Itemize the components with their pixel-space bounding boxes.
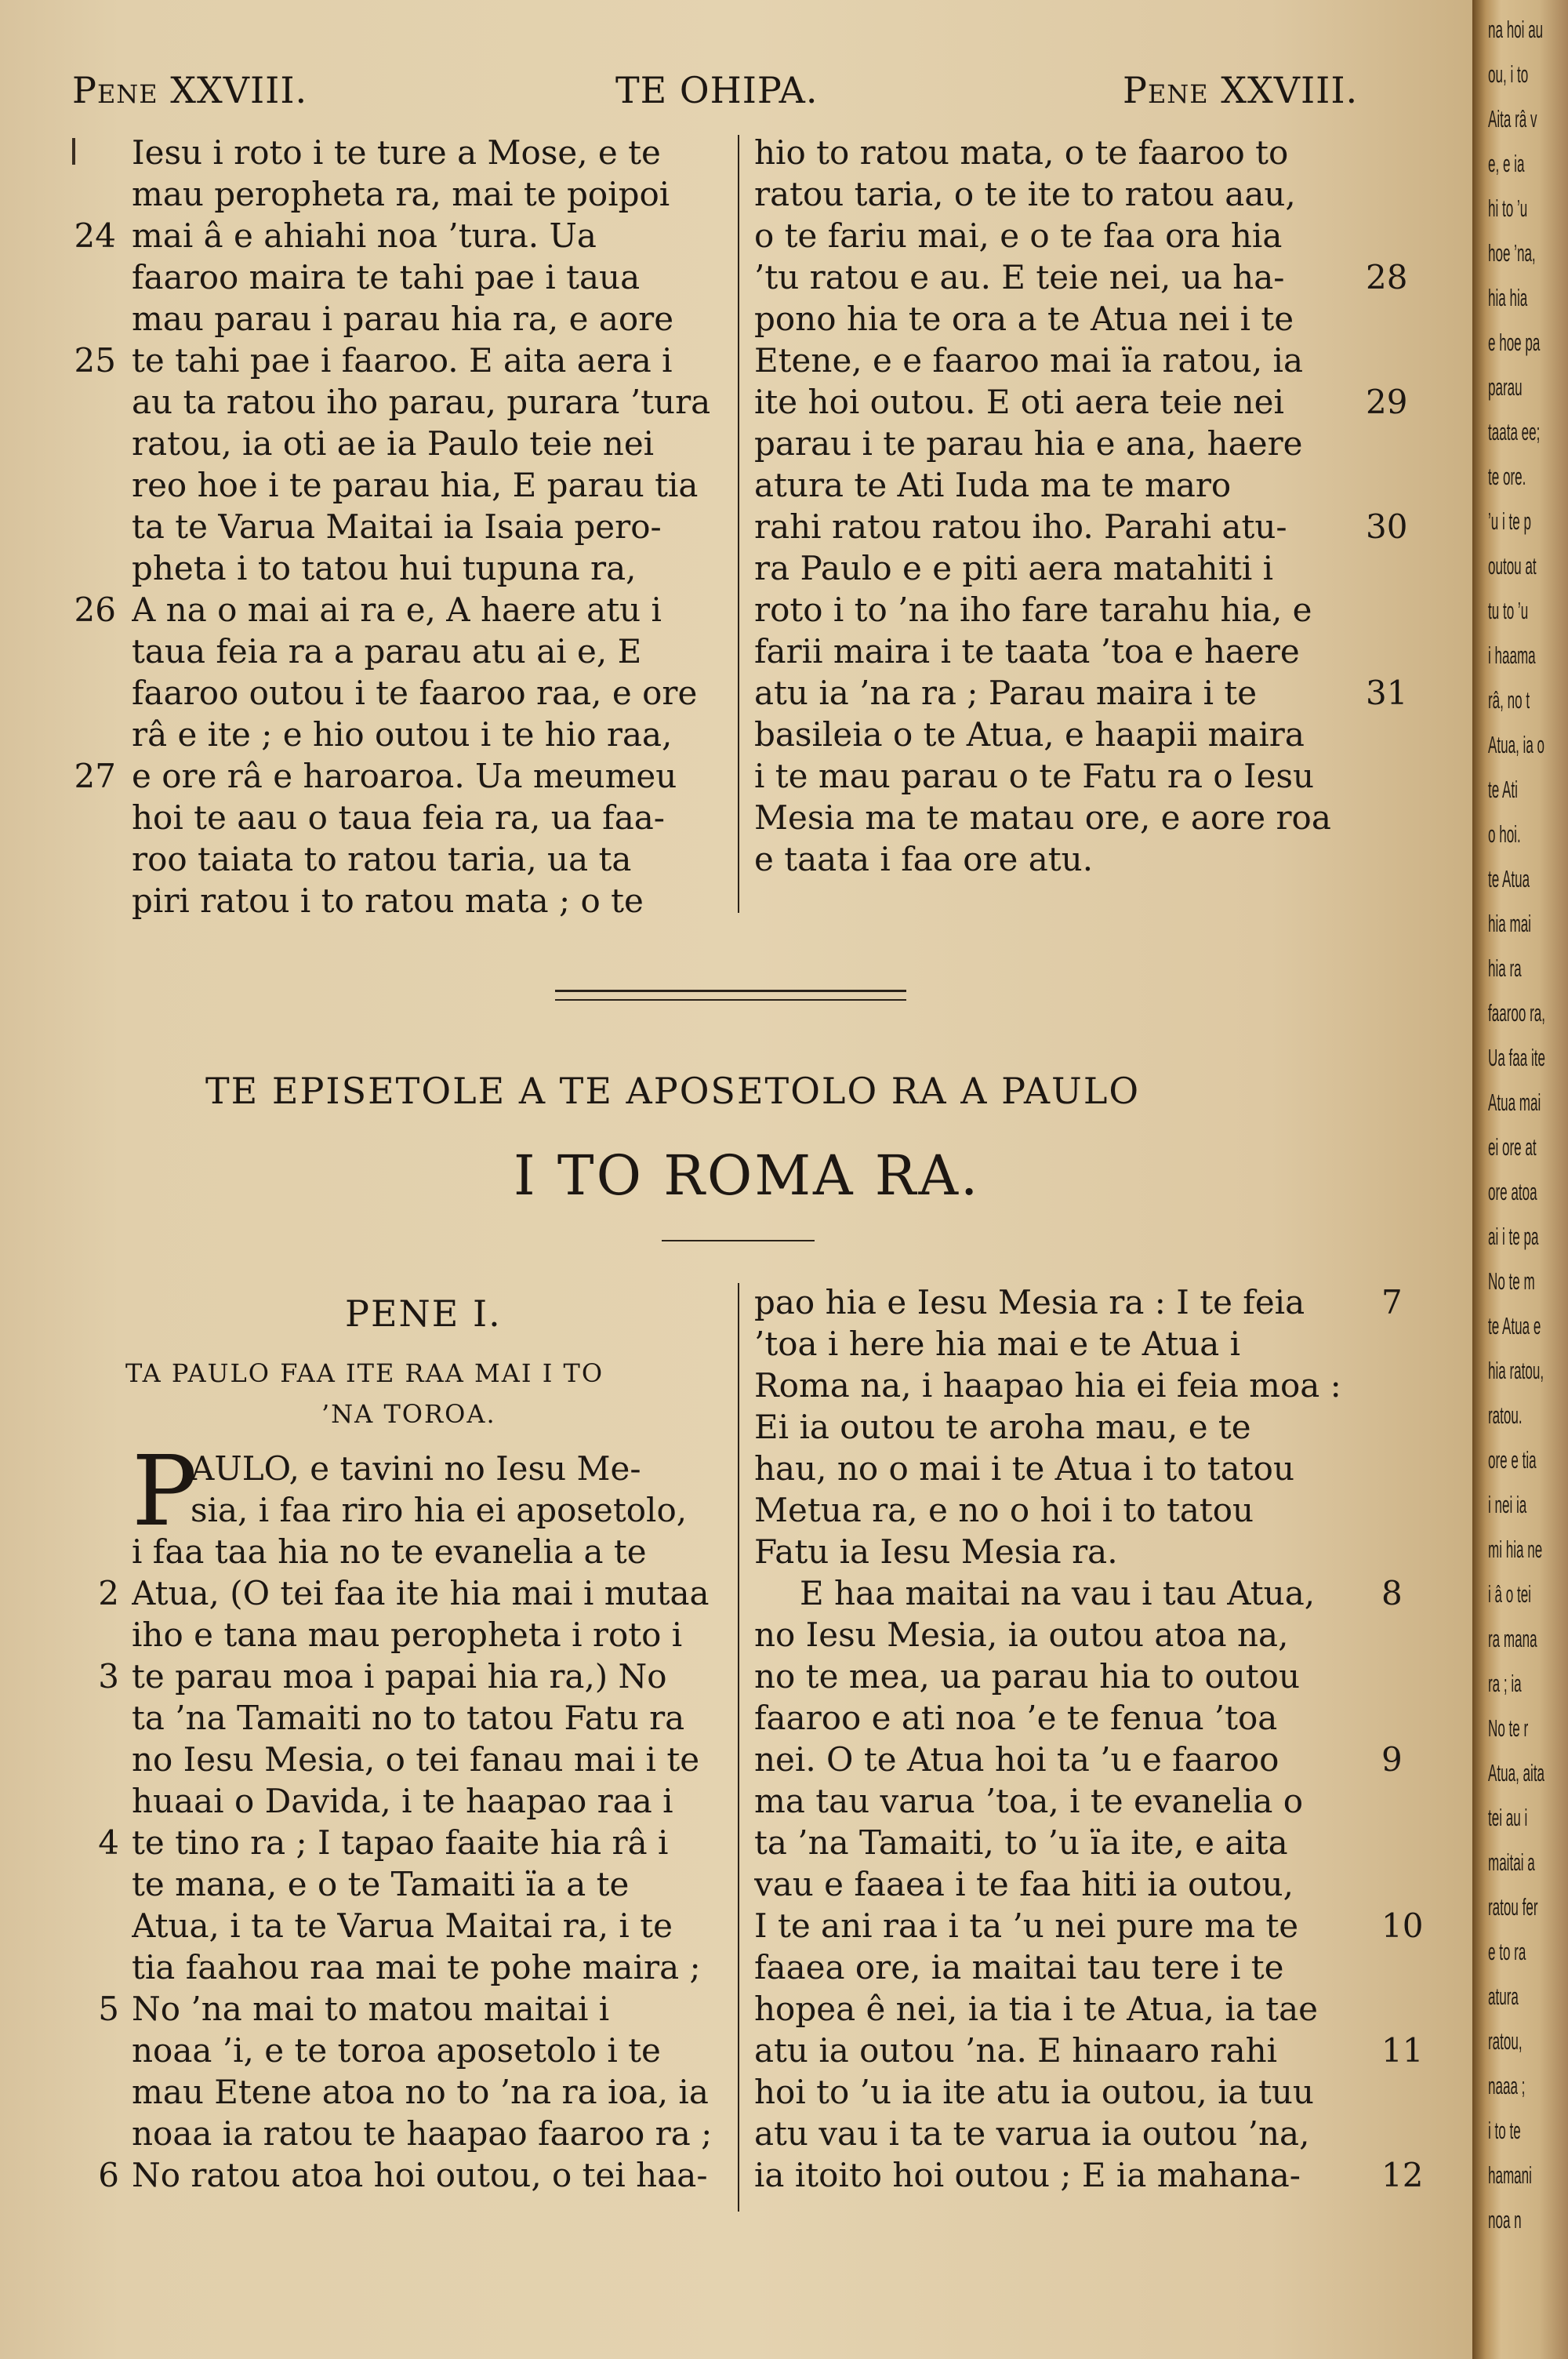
text-line: Atua, (O tei faa ite hia mai i mutaa — [132, 1574, 710, 1612]
text-line: ratou, ia oti ae ia Paulo teie nei — [132, 424, 655, 463]
text-line: ta te Varua Maitai ia Isaia pero- — [132, 507, 662, 546]
text-line: I te ani raa i ta ’u nei pure ma te — [754, 1906, 1299, 1945]
adjacent-page-text: e hoe pa — [1488, 329, 1541, 356]
verse-number: 4 — [98, 1823, 119, 1862]
text-line: i faa taa hia no te evanelia a te — [132, 1532, 647, 1571]
adjacent-page-text: ’u i te p — [1488, 507, 1531, 535]
text-line: basileia o te Atua, e haapii maira — [754, 715, 1305, 754]
text-line: piri ratou i to ratou mata ; o te — [132, 881, 644, 920]
adjacent-page-text: ore e tia — [1488, 1446, 1537, 1474]
adjacent-page-text: mi hia ne — [1488, 1536, 1543, 1563]
verse-number: 29 — [1366, 383, 1408, 421]
adjacent-page-text: ratou fer — [1488, 1893, 1538, 1921]
adjacent-page-text: hia mai — [1488, 910, 1531, 937]
column-divider-top — [738, 135, 739, 913]
verse-number: 6 — [98, 2156, 119, 2194]
text-line: ite hoi outou. E oti aera teie nei — [754, 383, 1284, 421]
verse-number: 9 — [1381, 1740, 1403, 1779]
adjacent-page-text: ei ore at — [1488, 1133, 1537, 1161]
adjacent-page-text: ore atoa — [1488, 1178, 1537, 1205]
text-line: o te fariu mai, e o te faa ora hia — [754, 216, 1283, 255]
text-line: atu ia outou ’na. E hinaaro rahi — [754, 2031, 1278, 2070]
text-line: pao hia e Iesu Mesia ra : I te feia — [754, 1283, 1305, 1321]
text-line: ratou taria, o te ite to ratou aau, — [754, 175, 1296, 213]
adjacent-page-text: Atua, aita — [1488, 1759, 1545, 1787]
verse-number: 24 — [74, 216, 116, 255]
text-line: noaa ia ratou te haapao faaroo ra ; — [132, 2114, 713, 2153]
adjacent-page-text: ra mana — [1488, 1625, 1537, 1652]
text-line: huaai o Davida, i te haapao raa i — [132, 1782, 673, 1820]
adjacent-page-text: ratou. — [1488, 1401, 1523, 1429]
text-line: nei. O te Atua hoi ta ’u e faaroo — [754, 1740, 1279, 1779]
text-line: Roma na, i haapao hia ei feia moa : — [754, 1366, 1341, 1405]
adjacent-page-text: o hoi. — [1488, 820, 1521, 848]
text-line: faaea ore, ia maitai tau tere i te — [754, 1948, 1284, 1986]
adjacent-page-text: hoe ’na, — [1488, 239, 1536, 267]
adjacent-page-text: hamani — [1488, 2161, 1532, 2189]
adjacent-page-text: tei au i — [1488, 1804, 1528, 1831]
text-line: mau parau i parau hia ra, e aore — [132, 300, 674, 338]
verse-number: 2 — [98, 1574, 119, 1612]
title-rule — [662, 1240, 815, 1241]
text-line: reo hoe i te parau hia, E parau tia — [132, 466, 699, 504]
adjacent-page-text: e, e ia — [1488, 150, 1525, 177]
adjacent-page-text: râ, no t — [1488, 686, 1530, 714]
text-line: te mana, e o te Tamaiti ïa a te — [132, 1865, 630, 1903]
column-divider-bottom — [738, 1283, 739, 2212]
text-line: faaroo e ati noa ’e te fenua ’toa — [754, 1699, 1278, 1737]
text-line: farii maira i te taata ’toa e haere — [754, 632, 1300, 671]
verse-number: 26 — [74, 591, 116, 629]
text-line: ma tau varua ’toa, i te evanelia o — [754, 1782, 1304, 1820]
adjacent-page-text: taata ee; — [1488, 418, 1541, 445]
text-line: iho e tana mau peropheta i roto i — [132, 1616, 683, 1654]
adjacent-page-text: te Atua — [1488, 865, 1530, 892]
chapter-summary-line-1: TA PAULO FAA ITE RAA MAI I TO — [125, 1358, 604, 1388]
text-line: hopea ê nei, ia tia i te Atua, ia tae — [754, 1990, 1318, 2028]
verse-number: 5 — [98, 1990, 119, 2028]
adjacent-page-text: Atua mai — [1488, 1089, 1541, 1116]
text-line: hoi te aau o taua feia ra, ua faa- — [132, 798, 665, 837]
text-line: AULO, e tavini no Iesu Me- — [191, 1449, 641, 1488]
adjacent-page-text: i haama — [1488, 642, 1536, 669]
text-line: roto i to ’na iho fare tarahu hia, e — [754, 591, 1312, 629]
running-header-right: Pene XXVIII. — [1123, 69, 1359, 111]
text-line: hau, no o mai i te Atua i to tatou — [754, 1449, 1295, 1488]
verse-number: 30 — [1366, 507, 1408, 546]
text-line: Metua ra, e no o hoi i to tatou — [754, 1491, 1254, 1529]
verse-number: 25 — [74, 341, 116, 380]
text-line: pheta i to tatou hui tupuna ra, — [132, 549, 637, 587]
adjacent-page-text: ra ; ia — [1488, 1670, 1522, 1697]
epistle-title: TE EPISETOLE A TE APOSETOLO RA A PAULO — [205, 1070, 1141, 1112]
text-line: faaroo maira te tahi pae i taua — [132, 258, 641, 296]
text-line: Iesu i roto i te ture a Mose, e te — [132, 133, 661, 172]
text-line: ia itoito hoi outou ; E ia mahana- — [754, 2156, 1301, 2194]
adjacent-page-text: Ua faa ite — [1488, 1044, 1545, 1071]
adjacent-page-text: noa n — [1488, 2206, 1522, 2234]
text-line: ra Paulo e e piti aera matahiti i — [754, 549, 1274, 587]
chapter-summary-line-2: ’NA TOROA. — [321, 1399, 496, 1429]
text-line: rahi ratou ratou iho. Parahi atu- — [754, 507, 1287, 546]
verse-number: 27 — [74, 757, 116, 795]
text-line: Fatu ia Iesu Mesia ra. — [754, 1532, 1118, 1571]
text-line: Mesia ma te matau ore, e aore roa — [754, 798, 1331, 837]
verse-number: 8 — [1381, 1574, 1403, 1612]
text-line: no Iesu Mesia, ia outou atoa na, — [754, 1616, 1289, 1654]
adjacent-page-text: naaa ; — [1488, 2072, 1526, 2099]
adjacent-page-text: te ore. — [1488, 463, 1526, 490]
adjacent-page-text: i â o tei — [1488, 1580, 1531, 1608]
text-line: faaroo outou i te faaroo raa, e ore — [132, 674, 698, 712]
adjacent-page-text: i nei ia — [1488, 1491, 1527, 1518]
text-line: No ’na mai to matou maitai i — [132, 1990, 610, 2028]
text-line: Ei ia outou te aroha mau, e te — [754, 1408, 1251, 1446]
text-line: au ta ratou iho parau, purara ’tura — [132, 383, 711, 421]
text-line: ta ’na Tamaiti, to ’u ïa ite, e aita — [754, 1823, 1288, 1862]
text-line: ta ’na Tamaiti no to tatou Fatu ra — [132, 1699, 685, 1737]
text-line: tia faahou raa mai te pohe maira ; — [132, 1948, 701, 1986]
adjacent-page-text: Aita râ v — [1488, 105, 1537, 133]
adjacent-page-text: outou at — [1488, 552, 1537, 580]
text-line: te tino ra ; I tapao faaite hia râ i — [132, 1823, 669, 1862]
adjacent-page-text: ratou, — [1488, 2027, 1523, 2055]
adjacent-page-text: te Atua e — [1488, 1312, 1541, 1339]
text-line: No ratou atoa hoi outou, o tei haa- — [132, 2156, 708, 2194]
verse-number: 3 — [98, 1657, 119, 1696]
adjacent-page-text: atura — [1488, 1983, 1519, 2010]
adjacent-page-text: faaroo ra, — [1488, 999, 1545, 1027]
adjacent-page-text: te Ati — [1488, 776, 1518, 803]
text-line: i te mau parau o te Fatu ra o Iesu — [754, 757, 1315, 795]
adjacent-page-text: ou, i to — [1488, 60, 1529, 88]
verse-number: 12 — [1381, 2156, 1424, 2194]
text-line: A na o mai ai ra e, A haere atu i — [132, 591, 662, 629]
section-double-rule — [555, 990, 906, 1001]
adjacent-page-text: No te r — [1488, 1714, 1529, 1742]
text-line: no Iesu Mesia, o tei fanau mai i te — [132, 1740, 700, 1779]
adjacent-page-text: ai i te pa — [1488, 1223, 1539, 1250]
verse-number: 28 — [1366, 258, 1408, 296]
adjacent-page-text: hia ratou, — [1488, 1357, 1544, 1384]
text-line: te parau moa i papai hia ra,) No — [132, 1657, 667, 1696]
text-line: parau i te parau hia e ana, haere — [754, 424, 1303, 463]
adjacent-page-text: tu to ’u — [1488, 597, 1529, 624]
text-line: atu vau i ta te varua ia outou ’na, — [754, 2114, 1310, 2153]
text-line: pono hia te ora a te Atua nei i te — [754, 300, 1294, 338]
running-header-center: TE OHIPA. — [615, 69, 818, 111]
drop-cap: P — [132, 1435, 198, 1548]
text-line: mau Etene atoa no to ’na ra ioa, ia — [132, 2073, 709, 2111]
text-line: mau peropheta ra, mai te poipoi — [132, 175, 670, 213]
verse-number: 7 — [1381, 1283, 1403, 1321]
adjacent-page-text: No te m — [1488, 1267, 1535, 1295]
verse-number: 10 — [1381, 1906, 1424, 1945]
text-line: e ore râ e haroaroa. Ua meumeu — [132, 757, 677, 795]
text-line: Etene, e e faaroo mai ïa ratou, ia — [754, 341, 1304, 380]
text-line: no te mea, ua parau hia to outou — [754, 1657, 1301, 1696]
text-line: E haa maitai na vau i tau Atua, — [800, 1574, 1316, 1612]
text-line: ’toa i here hia mai e te Atua i — [754, 1325, 1241, 1363]
running-header-left: Pene XXVIII. — [72, 69, 308, 111]
text-line: vau e faaea i te faa hiti ia outou, — [754, 1865, 1294, 1903]
text-line: hoi to ’u ia ite atu ia outou, ia tuu — [754, 2073, 1314, 2111]
adjacent-page-edge — [1472, 0, 1568, 2359]
adjacent-page-text: hia ra — [1488, 954, 1522, 982]
adjacent-page-text: Atua, ia o — [1488, 731, 1545, 758]
text-line: noaa ’i, e te toroa aposetolo i te — [132, 2031, 661, 2070]
text-line: atu ia ’na ra ; Parau maira i te — [754, 674, 1258, 712]
adjacent-page-text: hia hia — [1488, 284, 1528, 311]
text-line: taua feia ra a parau atu ai e, E — [132, 632, 642, 671]
text-line: te tahi pae i faaroo. E aita aera i — [132, 341, 673, 380]
chapter-heading: PENE I. — [345, 1292, 502, 1335]
adjacent-page-text: hi to ’u — [1488, 194, 1528, 222]
adjacent-page-text: parau — [1488, 373, 1523, 401]
text-line: sia, i faa riro hia ei aposetolo, — [191, 1491, 688, 1529]
adjacent-page-text: i to te — [1488, 2117, 1521, 2144]
epistle-subtitle: I TO ROMA RA. — [514, 1143, 981, 1208]
text-line: Atua, i ta te Varua Maitai ra, i te — [132, 1906, 673, 1945]
verse-number: 11 — [1381, 2031, 1424, 2070]
text-line: atura te Ati Iuda ma te maro — [754, 466, 1232, 504]
text-line: hio to ratou mata, o te faaroo to — [754, 133, 1289, 172]
text-line: mai â e ahiahi noa ’tura. Ua — [132, 216, 597, 255]
text-line: roo taiata to ratou taria, ua ta — [132, 840, 632, 878]
margin-mark — [72, 138, 75, 165]
text-line: e taata i faa ore atu. — [754, 840, 1094, 878]
verse-number: 31 — [1366, 674, 1408, 712]
text-line: râ e ite ; e hio outou i te hio raa, — [132, 715, 673, 754]
adjacent-page-text: na hoi au — [1488, 16, 1544, 43]
adjacent-page-text: maitai a — [1488, 1848, 1535, 1876]
adjacent-page-text: e to ra — [1488, 1938, 1526, 1965]
text-line: ’tu ratou e au. E teie nei, ua ha- — [754, 258, 1285, 296]
